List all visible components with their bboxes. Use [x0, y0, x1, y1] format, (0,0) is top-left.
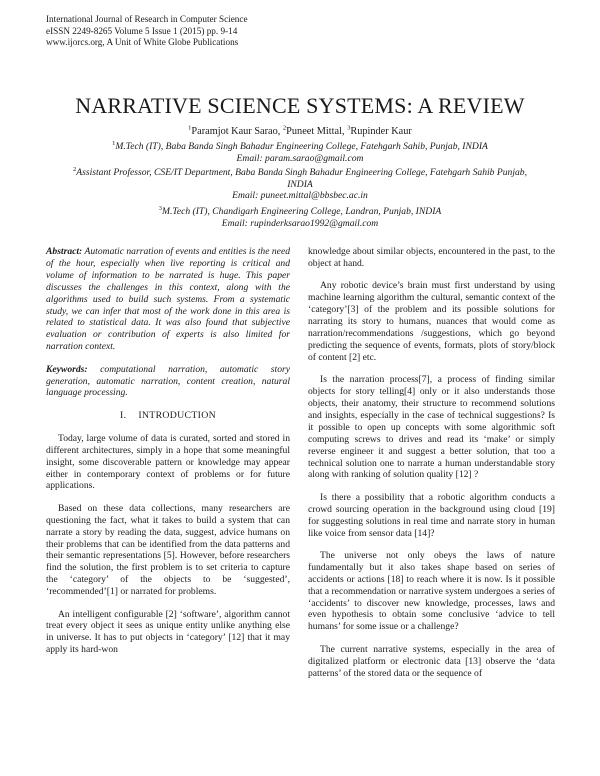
abstract: [46, 246, 290, 353]
journal-name: International Journal of Research in Computer Science: [46, 14, 248, 24]
paragraph: Is the narration process[7], a process of finding similar objects for story telling[4] only or it also understands those objects, their anatomy, their structure to recommend solutions and insights, especially in the case of technical suggestions? Is it possible to open up concepts with some algorithmic soft computing screws to drives and read its ‘make’ or simply reverse engineer it and suggest a better solution, that too a technical solution one to narrate a human understandable story along with ranking of solution quality [12] ?: [308, 374, 555, 481]
affiliation-3: [60, 206, 540, 229]
author-number: 1: [188, 124, 192, 132]
right-column: [308, 246, 555, 690]
keywords: [46, 364, 290, 400]
paragraph: Any robotic device’s brain must first understand by using machine learning algorithm the cultural, semantic context of the ‘category’[3] of the problem and its possible solutions for narrating its story to humans, nuances that would come as narration/recommendations /suggestions, which go beyond predicting the sequence of events, formats, plots of story/block of content [2] etc.: [308, 280, 555, 363]
affiliation-1: [60, 141, 540, 164]
author-name: Puneet Mittal,: [286, 126, 348, 137]
journal-website: www.ijorcs.org, A Unit of White Globe Publications: [46, 37, 239, 47]
left-column: [46, 246, 290, 667]
affiliation-number: 2: [73, 165, 77, 173]
affiliation-text: Assistant Professor, CSE/IT Department, Baba Banda Singh Bahadur Engineering College, Fatehgarh Sahib Punjab, INDIA: [76, 167, 527, 190]
abstract-text: Automatic narration of events and entities is the need of the hour, especially when live reporting is critical and volume of information to be narrated is huge. This paper discusses the challenges in this context, along with the algorithms used to build such systems. From a systematic study, we can infer that most of the work done in this area is related to statistical data. It was also found that subjective evaluation or contribution of experts is also limited for narration context.: [46, 246, 290, 353]
author-number: 3: [347, 124, 351, 132]
section-title: INTRODUCTION: [138, 409, 216, 421]
affiliation-text: M.Tech (IT), Chandigarh Engineering College, Landran, Punjab, INDIA: [161, 206, 442, 217]
affiliation-text: M.Tech (IT), Baba Banda Singh Bahadur Engineering College, Fatehgarh Sahib, Punjab, INDIA: [115, 141, 488, 152]
paragraph: Based on these data collections, many researchers are questioning the fact, what it takes to build a system that can narrate a story by reading the data, suggest, advice humans on their problems that can be identified from the data patterns and their semantic representations [5]. However, before researchers find the solution, the first problem is to set criteria to capture the ‘category’ of the objects to be ‘suggested’, ‘recommended’[1] or narrated for problems.: [46, 502, 290, 598]
keywords-text: computational narration, automatic story generation, automatic narration, content creation, natural language processing.: [46, 363, 290, 399]
journal-issn: eISSN 2249-8265 Volume 5 Issue 1 (2015) pp. 9-14: [46, 25, 238, 36]
affiliation-email: Email: puneet.mittal@bbsbec.ac.in: [232, 190, 368, 202]
affiliation-2: [60, 167, 540, 202]
abstract-label: Abstract:: [46, 246, 83, 257]
paper-title: NARRATIVE SCIENCE SYSTEMS: A REVIEW: [75, 93, 525, 118]
section-heading: [46, 410, 290, 422]
paragraph: An intelligent configurable [2] ‘software’, algorithm cannot treat every object it sees as unique entity unlike anything else in universe. It has to put objects in ‘category’ [12] that it may apply its hard-won: [46, 608, 290, 656]
paragraph: Today, large volume of data is curated, sorted and stored in different architectures, simply in a hope that some meaningful insight, some discoverable pattern or knowledge may appear either in contemporary context of problems or for future applications.: [46, 432, 290, 492]
author-list: [0, 126, 600, 137]
author-name: Rupinder Kaur: [350, 126, 412, 137]
journal-header: [46, 14, 248, 49]
section-number: I.: [120, 409, 127, 421]
paragraph: Is there a possibility that a robotic algorithm conducts a crowd sourcing operation in the background using cloud [19] for suggesting solutions in real time and narrate story in human like voice from sensor data [14]?: [308, 491, 555, 539]
affiliation-number: 1: [112, 139, 116, 147]
paragraph: The current narrative systems, especially in the area of digitalized platform or electronic data [13] observe the ‘data patterns’ of the stored data or the sequence of: [308, 643, 555, 679]
affiliation-email: Email: param.sarao@gmail.com: [236, 152, 364, 164]
paragraph: The universe not only obeys the laws of nature fundamentally but it also takes shape based on series of accidents or actions [18] to reach where it is now. Is it possible that a recommendation or narrative system undergoes a series of ‘accidents’ to discover new knowledge, processes, laws and even hypothesis to obtain some conclusive ‘advice to tell humans’ for some issue or a challenge?: [308, 549, 555, 633]
keywords-label: Keywords:: [46, 363, 88, 375]
paragraph-continuation: knowledge about similar objects, encountered in the past, to the object at hand.: [308, 246, 555, 269]
author-number: 2: [282, 124, 287, 132]
author-name: Paramjot Kaur Sarao,: [191, 126, 283, 137]
affiliation-email: Email: rupinderksarao1992@gmail.com: [221, 217, 379, 229]
affiliation-number: 3: [158, 204, 162, 212]
